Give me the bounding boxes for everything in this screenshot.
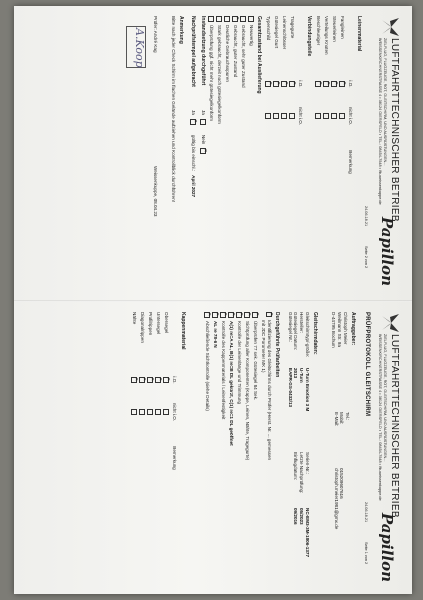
client-city: D-44795 Bochum [331,312,337,348]
condition-section [206,16,262,291]
checkbox-checked [200,148,206,154]
client-street: Weilmann Str. 9a [337,312,343,347]
note-title: Anmerkung [178,16,184,44]
canopy-row: Nähte × [130,312,138,587]
checkbox-empty [240,16,246,22]
company-address: WEISSENKIRCHNERSTRASSE 4 • 38124 GIERSFELD • TEL.: 08454-7548 • lfb-weissenkuppe.de [378,334,382,501]
canopy-row: Diagonalrippen × [138,312,146,587]
lines-header: i.O. nicht i.O. Bemerkung [347,80,353,174]
first-flight-row: Einflugdatum: 09/2016 [293,452,299,525]
checkbox-empty [163,409,169,415]
inspector-label: Prüfer: André Kag [153,16,158,53]
client-title: Auftraggeber: [350,312,356,346]
page-date: 24.06.18.21 [364,206,368,227]
checkbox-checked [252,312,258,318]
canopy-title: Kappenmaterial [180,312,186,350]
note-section [170,16,184,216]
checkbox-empty [224,16,230,22]
checkbox-checked [323,81,329,87]
client-name: Christoph Meier [342,312,348,345]
checks-title: Durchgeführte Prüfarbeiten [274,312,280,378]
checkbox-checked [212,312,218,318]
check-item: × A(1) re=A AL, B(1) re=B DL gekürzt, C(1) re=1 DL geöffnet [228,312,234,462]
checkbox-checked [131,377,137,383]
checkbox-empty [147,409,153,415]
checkbox-empty [208,16,214,22]
checkbox-checked [265,81,271,87]
canopy-row: Untersegel × [154,312,162,587]
checkbox-checked [281,81,287,87]
checkbox-checked [273,81,279,87]
condition-item: × Gebraucht, guter Zustand [232,16,238,166]
checkbox-checked [232,16,238,22]
connectors-row: Leinenschlösser × [280,16,288,291]
email-value: christoph.meier1981@gmx.de [333,468,339,530]
company-address: WEISSENKIRCHNERSTRASSE 4 • 38124 GIERSFELD • TEL.: 08454-7548 • lfb-weissenkuppe.de [378,38,382,205]
check-item: × Kontrolle des Kappenmaterials / Leinenfestigkeit [220,312,226,462]
company-name: LUFTFAHRTTECHNISCHER BETRIEB [389,38,400,222]
connectors-row: Typenschild × [264,16,272,291]
place-date-value: Weissenkuppe, 08.04.23 [153,166,158,217]
check-item: × AL re 78-6 N [212,312,218,462]
glider-title: Gleitschirmdaten: [312,312,318,355]
glider-row: Gütesiegel Datum: 2013 [293,312,299,379]
checkbox-checked [228,312,234,318]
client-section [331,312,356,402]
brand-logo: Papillon [378,216,396,286]
checkbox-empty [289,113,295,119]
condition-item: Deutliche Gebrauchsspuren [224,16,230,166]
mobil-label: Mobil: [339,412,345,425]
glider-section [287,312,318,587]
checks-section [202,312,280,587]
connectors-section [264,16,312,291]
letterhead [368,312,402,582]
canopy-row: Profilrippen × [146,312,154,587]
condition-item: Neuwertig [248,16,254,166]
checkbox-checked [190,119,196,125]
serial-row: Serien-Nr.: NC-EM3-3M-1806-1377 [304,452,310,558]
checkbox-checked [315,81,321,87]
checkbox-checked [244,312,250,318]
checkbox-empty [273,113,279,119]
check-item: × Kontrolle der Leinenlänge und Trimmung [236,312,242,462]
condition-title: Gesamtzustand bei Auslieferung [256,16,262,94]
checkbox-empty [323,113,329,119]
butterfly-logo-icon [380,312,402,334]
stamp-title: Nachprüfstempel aufgebracht [190,16,196,87]
canopy-row: Obersegel × [162,312,170,587]
condition-item: Stark gebraucht, derzeit noch gütesiegelkonform [216,16,222,166]
checkbox-checked [266,312,272,317]
check-item: × Sichtprüfung aller Komponenten (Kappe, Leinen, Nähte, Tragegurte) [244,312,250,462]
note-text: Bitte nach jeder Check Schirm im flachen Gelände aufziehen und Kontrollblick durchführen! [170,16,176,202]
butterfly-logo-icon [380,16,402,38]
checkbox-empty [315,113,321,119]
connectors-row: Gütesiegel Gurt × [272,16,280,291]
checkbox-empty [265,113,271,119]
checkbox-checked [289,81,295,87]
client-contact [333,412,350,582]
checkbox-empty [339,113,345,119]
lines-row: Beschleuniger × [314,16,322,291]
checkbox-checked [220,312,226,318]
repair-title: Instandsetzung durchgeführt [200,16,206,86]
connectors-title: Verbindungsteile [306,16,312,57]
checkbox-checked [331,81,337,87]
checkbox-empty [281,113,287,119]
email-label: E-Mail: [333,412,339,427]
glider-row: Hersteller: U-Turn [299,312,305,383]
company-name: LUFTFAHRTTECHNISCHER BETRIEB [389,334,400,518]
place-date [152,166,158,286]
company-tagline: ZIELFLUG, FLUGZEUGE, ROT, GLEITSCHIRM, UND AUSRÜSTUNGEN... [383,38,387,166]
page-1 [20,302,408,592]
lines-section [314,16,362,291]
checkbox-checked [163,377,169,383]
page-number: Seite 1 von 2 [364,542,368,565]
tel-label: Tel.: [345,412,350,421]
lines-row: Fangleinen × [338,16,346,291]
checkbox-checked [204,312,210,318]
mobil-value: 015209607616 [339,468,345,499]
page-2 [20,6,408,296]
lines-title: Leinenmaterial [356,16,362,52]
checkbox-checked [236,312,242,318]
check-item: × Identifizierung des Gleitschirms durch Prüfer (Herst. Nr. ... gemessen mit JDC Porometer MK 1) [260,312,271,462]
canopy-header: i.O. nicht i.O. Bemerkung [171,376,177,470]
connectors-row: Tragegurte × [288,16,296,291]
condition-item: Überprüfung ggf. nicht mehr gütesiegelkonform [208,16,214,166]
page-date: 24.06.18.21 [364,502,368,523]
check-item: × Überprüfen 77 sek. Gütesiegel 84 Sek. [252,312,258,462]
lines-row: Verteilungs Knoten × [322,16,330,291]
lines-row: Steuerleinen × [330,16,338,291]
checkbox-empty [331,113,337,119]
checkbox-empty [248,16,254,22]
checkbox-empty [131,409,137,415]
checkbox-empty [139,409,145,415]
inspector-signature: A.Koop [133,28,146,68]
glider-row: Gütesiegel Nr.: EAPR-GS-0432/13 [287,312,293,408]
checkbox-checked [155,377,161,383]
checkbox-checked [339,81,345,87]
condition-item: Gebraucht, sehr guter Zustand [240,16,246,166]
letterhead [368,16,402,286]
stamp-section: Nachprüfstempel aufgebracht Ja × gültig bis einschl.: April 2027 [190,16,196,291]
glider-row: Gleitschirmtyp/-größe: U-Turn Emotion 3 M [304,312,310,412]
check-item: × Abschließende Sichtkontrolle (siehe Details) [204,312,210,462]
last-check-row: Letzte Nachprüfung: 05/2023 [299,452,305,525]
brand-logo: Papillon [378,512,396,582]
repair-section: Instandsetzung durchgeführt Ja Nein × [200,16,206,291]
checkbox-empty [200,119,206,125]
checkbox-empty [216,16,222,22]
canopy-section [130,312,186,587]
connectors-header: i.O. nicht i.O. [297,80,303,126]
page-number: Seite 2 von 2 [364,246,368,269]
inspector [152,16,158,136]
checkbox-empty [155,409,161,415]
document-title: PRÜFPROTOKOLL GLEITSCHIRM [364,312,370,417]
company-tagline: ZIELFLUG, FLUGZEUGE, ROT, GLEITSCHIRM, UND AUSRÜSTUNGEN... [383,334,387,462]
checkbox-checked [139,377,145,383]
checkbox-checked [147,377,153,383]
